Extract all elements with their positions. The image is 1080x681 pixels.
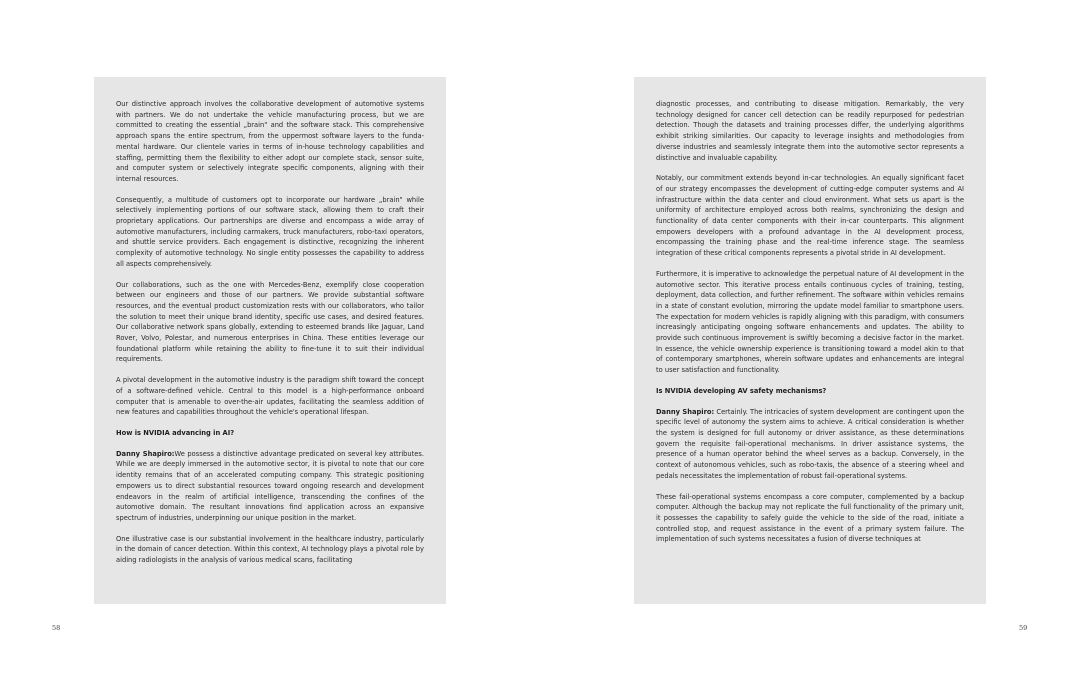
right-page <box>634 77 986 604</box>
question-heading: Is NVIDIA developing AV safety mechanisms? <box>656 386 827 395</box>
paragraph: These fail-operational systems encompass a core computer, complemented by a backup computer. Although the backup may not replicate the full functionality of the primary unit, it possesses the capability to safely guide the vehicle to the side of the road, initiate a controlled stop, and request assistance in the event of a primary system failure. The implementation of such systems necessitates a fusion of diverse techniques at <box>656 492 964 544</box>
paragraph: Our distinctive approach involves the collaborative development of automotive systems with partners. We do not undertake the vehicle manufacturing process, but we are committed to creating the essential „brain" and the software stack. This comprehensive approach spans the entire spectrum, from the uppermost software layers to the fundamental hardware. Our clientele varies in terms of in-house technology capabilities and staffing, permitting them the flexibility to either adopt our complete stack, sensor suite, and computer system or selectively integrate specific components, aligning with their internal resources. <box>116 100 424 183</box>
answer-text: Certainly. The intricacies of system development are contingent upon the specific level of autonomy the system aims to achieve. A critical consideration is whether the system is designed for full autonomy or driver assistance, as these determinations govern the requisite fail-operational mechanisms. In driver assistance systems, the presence of a human operator behind the wheel serves as a backup. Conversely, in the context of autonomous vehicles, such as robo-taxis, the absence of a steering wheel and pedals necessitates the implementation of robust fail-operational systems. <box>656 407 964 480</box>
paragraph: Our collaborations, such as the one with Mercedes-Benz, exemplify close cooperation between our engineers and those of our partners. We provide substantial software resources, and the eventual product customization rests with our collaborators, who tailor the solution to meet their unique brand identity, specific use cases, and desired features. Our collaborative network spans globally, extending to esteemed brands like Jaguar, Land Rover, Volvo, Polestar, and numerous enterprises in China. These entities leverage our foundational platform while retaining the ability to fine-tune it to suit their individual requirements. <box>116 280 424 364</box>
page-number-left: 58 <box>52 624 61 632</box>
question-heading: How is NVIDIA advancing in AI? <box>116 428 235 437</box>
paragraph: diagnostic processes, and contributing to disease mitigation. Remarkably, the very technology designed for cancer cell detection can be readily repurposed for pedestrian detection. Though the datasets and training processes differ, the underlying algorithms exhibit striking similarities. Our capacity to leverage insights and methodologies from diverse industries and seamlessly integrate them into the automotive sector represents a distinctive and invaluable capability. <box>656 100 964 162</box>
paragraph: One illustrative case is our substantial involvement in the healthcare industry, particularly in the domain of cancer detection. Within this context, AI technology plays a pivotal role by aiding radiologists in the analysis of various medical scans, facilitating <box>116 534 424 565</box>
answer-paragraph <box>116 449 424 524</box>
answer-paragraph <box>656 407 964 482</box>
speaker-name: Danny Shapiro: <box>116 449 175 458</box>
paragraph: A pivotal development in the automotive industry is the paradigm shift toward the concept of a software-defined vehicle. Central to this model is a high-performance onboard computer that is amenable to over-the-air updates, facilitating the seamless addition of new features and capabilities throughout the vehicle's operational lifespan. <box>116 376 424 417</box>
paragraph: Furthermore, it is imperative to acknowledge the perpetual nature of AI development in the automotive sector. This iterative process entails continuous cycles of training, testing, deployment, data collection, and further refinement. The software within vehicles remains in a state of constant evolution, mirroring the update model familiar to smartphone users. The expectation for modern vehicles is rapidly aligning with this paradigm, with consumers increasingly anticipating ongoing software enhancements and updates. The ability to provide such continuous improvement is swiftly becoming a decisive factor in the market. In essence, the vehicle ownership experience is transitioning toward a model akin to that of contemporary smartphones, wherein software updates and enhancements are integral to user satisfaction and functionality. <box>656 269 964 375</box>
paragraph: Notably, our commitment extends beyond in-car technologies. An equally significant facet of our strategy encompasses the development of cutting-edge computer systems and AI infrastructure within the data center and cloud environment. What sets us apart is the uniformity of architecture employed across both realms, synchronizing the design and functionality of data center components with their in-car counterparts. This alignment empowers developers with a profound advantage in the AI development process, encompassing the training phase and the real-time inference stage. The seamless integration of these critical components represents a pivotal stride in AI development. <box>656 174 964 258</box>
page-number-right: 59 <box>1019 624 1028 632</box>
speaker-name: Danny Shapiro: <box>656 407 715 416</box>
left-page <box>94 77 446 604</box>
paragraph: Consequently, a multitude of customers opt to incorporate our hardware „brain" while selectively implementing portions of our software stack, allowing them to craft their proprietary applications. Our partnerships are diverse and encompass a wide array of automotive manufacturers, including carmakers, truck manufacturers, robo-taxi operators, and shuttle service providers. Each engagement is distinctive, recognizing the inherent complexity of automotive technology. No single entity possesses the capability to address all aspects comprehensively. <box>116 195 424 268</box>
answer-text: We possess a distinctive advantage predicated on several key attributes. While we are deeply immersed in the automotive sector, it is pivotal to note that our core identity remains that of an accelerated computing company. This strategic positioning empowers us to direct substantial resources toward ongoing research and development endeavors in the realm of artificial intelligence, transcending the confines of the automotive domain. The resultant innovations find application across an expansive spectrum of industries, underpinning our unique position in the market. <box>116 449 425 522</box>
